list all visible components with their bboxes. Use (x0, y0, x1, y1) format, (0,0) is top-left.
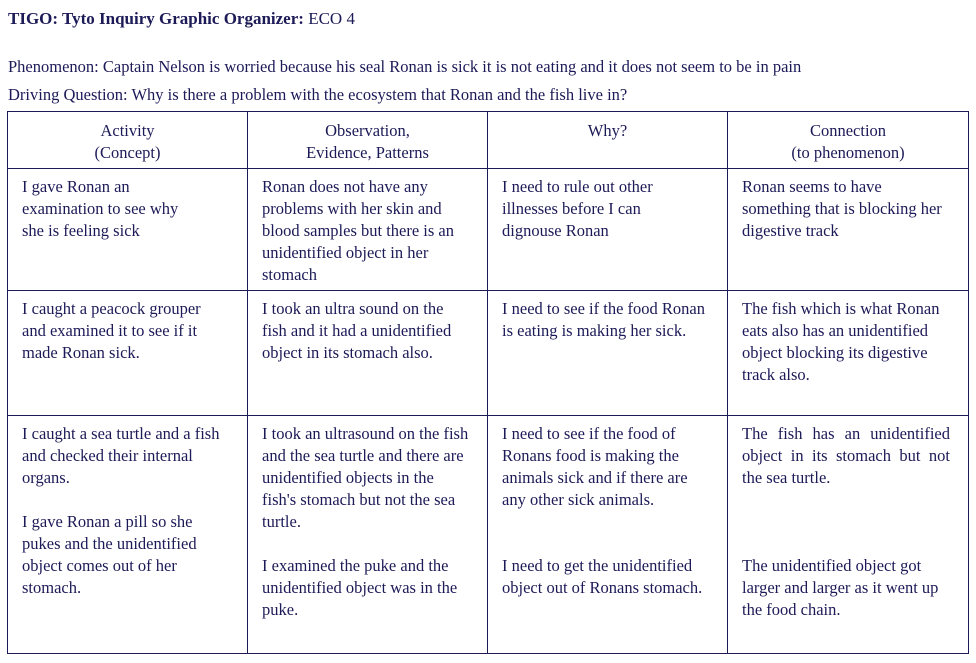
cell-paragraph: I examined the puke and the unidentified object was in the puke. (262, 556, 458, 619)
header-row (8, 112, 969, 169)
header-line: Connection (809, 121, 887, 140)
cell-why: I need to rule out other illnesses before I can dignouse Ronan (488, 169, 728, 291)
cell-paragraph: I need to get the unidentified object out of Ronans stomach. (502, 556, 703, 597)
cell-connection: The fish which is what Ronan eats also has an unidentified object blocking its digestive track also. (728, 291, 969, 416)
cell-connection: Ronan seems to have something that is blocking her digestive track (728, 169, 969, 291)
header-line: Observation, (325, 121, 410, 140)
title-rest: ECO 4 (308, 9, 355, 28)
page-title (8, 8, 355, 30)
header-line: Activity (100, 121, 155, 140)
header-line: Evidence, Patterns (306, 143, 429, 162)
table-row (8, 169, 969, 291)
header-why (488, 112, 728, 169)
driving-question-text: Driving Question: Why is there a problem with the ecosystem that Ronan and the fish live in? (8, 85, 628, 104)
header-activity (8, 112, 248, 169)
cell-paragraph: I took an ultrasound on the fish and the sea turtle and there are unidentified objects in the fish's stomach but not the sea turtle. (262, 424, 469, 531)
cell-paragraph: The fish has an unidentified object in its stomach but not the sea turtle. (742, 424, 950, 487)
cell-observation (248, 416, 488, 654)
cell-observation: I took an ultra sound on the fish and it had a unidentified object in its stomach also. (248, 291, 488, 416)
cell-paragraph: The unidentified object got larger and larger as it went up the food chain. (742, 556, 939, 619)
cell-activity: I caught a peacock grouper and examined it to see if it made Ronan sick. (8, 291, 248, 416)
header-line: (to phenomenon) (791, 143, 905, 162)
cell-observation: Ronan does not have any problems with her skin and blood samples but there is an unidentified object in her stomach (248, 169, 488, 291)
table-row (8, 291, 969, 416)
cell-activity: I gave Ronan an examination to see why she is feeling sick (8, 169, 248, 291)
header-connection (728, 112, 969, 169)
title-bold: TIGO: Tyto Inquiry Graphic Organizer: (8, 9, 304, 28)
header-line: (Concept) (94, 143, 161, 162)
tigo-table (7, 111, 969, 654)
cell-why: I need to see if the food Ronan is eating is making her sick. (488, 291, 728, 416)
cell-activity (8, 416, 248, 654)
cell-connection (728, 416, 969, 654)
header-observation (248, 112, 488, 169)
cell-paragraph: I gave Ronan a pill so she pukes and the unidentified object comes out of her stomach. (22, 512, 197, 597)
cell-paragraph: I caught a sea turtle and a fish and checked their internal organs. (22, 424, 220, 487)
header-line: Why? (587, 121, 628, 140)
cell-paragraph: I need to see if the food of Ronans food is making the animals sick and if there are any other sick animals. (502, 424, 688, 509)
table-row (8, 416, 969, 654)
phenomenon-text: Phenomenon: Captain Nelson is worried because his seal Ronan is sick it is not eating and it does not seem to be in pain (8, 57, 802, 76)
cell-why (488, 416, 728, 654)
